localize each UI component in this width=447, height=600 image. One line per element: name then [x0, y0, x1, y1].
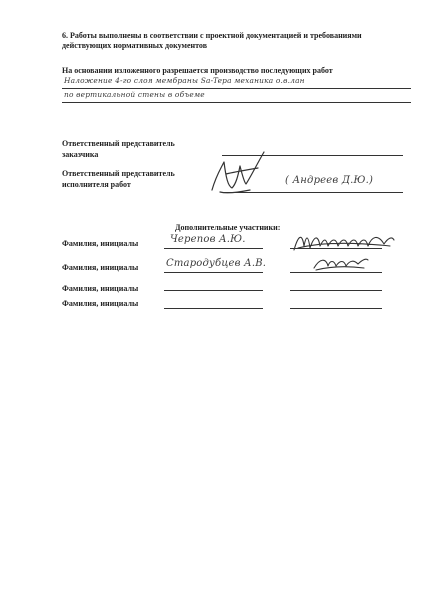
- participant-name-line: [164, 272, 263, 273]
- section-title-line1: Работы выполнены в соответствии с проектной документацией и требованиями: [70, 31, 362, 40]
- participant-name-line: [164, 308, 263, 309]
- customer-rep-label-line1: Ответственный представитель: [62, 139, 175, 148]
- handwritten-work-line1: Наложение 4-го слоя мембраны Sa-Tepa механика о.в.лан: [64, 76, 305, 85]
- participant-label: Фамилия, инициалы: [62, 239, 139, 248]
- participant-name-line: [164, 290, 263, 291]
- participant-name: Стародубцев А.В.: [166, 258, 267, 269]
- section-number: 6.: [62, 31, 68, 40]
- participants-heading: Дополнительные участники:: [175, 223, 281, 232]
- handwritten-work-line2: по вертикальной стены в объеме: [64, 90, 205, 99]
- participant-label: Фамилия, инициалы: [62, 299, 139, 308]
- permission-text: На основании изложенного разрешается производство последующих работ: [62, 66, 333, 75]
- section-heading: [62, 31, 412, 41]
- participant-name-line: [164, 248, 263, 249]
- contractor-name: ( Андреев Д.Ю.): [285, 175, 374, 186]
- participant-name: Черепов А.Ю.: [170, 234, 246, 245]
- handwriting-line-2: [62, 102, 411, 103]
- customer-rep-label-line2: заказчика: [62, 150, 99, 159]
- contractor-signature: [206, 148, 276, 204]
- participant-label: Фамилия, инициалы: [62, 284, 139, 293]
- contractor-rep-label-line2: исполнителя работ: [62, 180, 131, 189]
- contractor-rep-label-line1: Ответственный представитель: [62, 169, 175, 178]
- handwriting-line-1: [62, 88, 411, 89]
- participant-signature: [312, 254, 370, 276]
- participant-signature-line: [290, 290, 382, 291]
- section-title-line2: действующих нормативных документов: [62, 41, 208, 50]
- participant-signature-line: [290, 308, 382, 309]
- participant-label: Фамилия, инициалы: [62, 263, 139, 272]
